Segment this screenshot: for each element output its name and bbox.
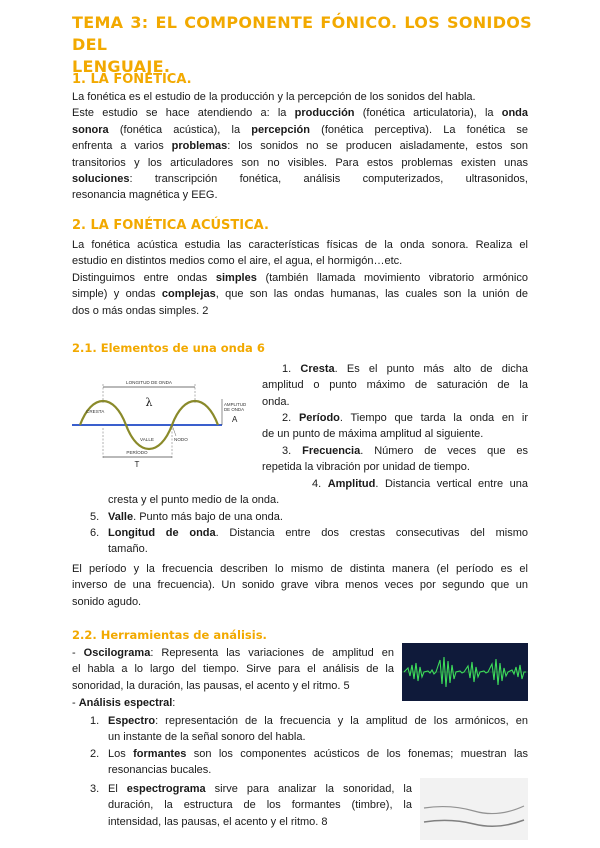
section-2-1-paragraph: El período y la frecuencia describen lo mismo de distinta manera (el período es el inverso de una frecuencia). Un sonido grave vibra menos veces por segundo que un sonido agudo. bbox=[72, 563, 528, 608]
section-1-paragraph bbox=[72, 89, 528, 204]
list-item-valle: 5. Valle. Punto más bajo de una onda. bbox=[90, 511, 283, 523]
label-amplitud-1: AMPLITUD bbox=[224, 402, 247, 407]
text-line: estudio en distintos medios como el aire, el agua, el hormigón…etc. bbox=[72, 255, 403, 268]
label-valle: VALLE bbox=[140, 437, 154, 442]
text-line: La fonética acústica estudia las características físicas de la onda sonora. Realiza el bbox=[72, 239, 528, 251]
list-item-formantes: 2. Los formantes son los componentes acústicos de los fonemas; muestran las resonancias bucales. bbox=[90, 748, 529, 777]
label-lambda: λ bbox=[145, 396, 153, 409]
list-item-periodo: 2. Período. Tiempo que tarda la onda en ir de un punto de máxima amplitud al siguiente. bbox=[262, 412, 528, 441]
label-amplitud-a: A bbox=[232, 415, 238, 424]
section-2-2-heading: 2.2. Herramientas de análisis. bbox=[72, 628, 267, 642]
text-line: enfrenta a varios problemas: los sonidos no se producen aisladamente, estos son bbox=[72, 140, 528, 153]
wave-diagram bbox=[72, 373, 252, 471]
list-item-frecuencia: 3. Frecuencia. Número de veces que es repetida la vibración por unidad de tiempo. bbox=[262, 445, 528, 474]
text-line: sonora (fonética acústica), la percepción (fonética perceptiva). La fonética se bbox=[72, 123, 528, 136]
text-line: dos o más ondas simples. 2 bbox=[72, 304, 209, 317]
title-line-2: LENGUAJE. bbox=[72, 57, 171, 76]
label-nodo: NODO bbox=[174, 437, 188, 442]
section-2-heading: 2. LA FONÉTICA ACÚSTICA. bbox=[72, 218, 269, 233]
label-amplitud-2: DE ONDA bbox=[224, 407, 245, 412]
list-item-longitud: 6. Longitud de onda. Distancia entre dos crestas consecutivas del mismo tamaño. bbox=[90, 527, 528, 556]
label-cresta: CRESTA bbox=[86, 409, 105, 414]
list-item-amplitud: 4. Amplitud. Distancia vertical entre una bbox=[312, 478, 528, 490]
section-2-1-heading: 2.1. Elementos de una onda 6 bbox=[72, 341, 265, 355]
analisis-heading: - Análisis espectral: bbox=[72, 697, 176, 709]
list-item-amplitud-cont: cresta y el punto medio de la onda. bbox=[108, 494, 280, 506]
list-item-cresta: 1. Cresta. Es el punto más alto de dicha amplitud o punto máximo de saturación de la onda. bbox=[262, 363, 528, 408]
text-line: Distinguimos entre ondas simples (también llamada movimiento vibratorio armónico bbox=[72, 271, 528, 284]
text-line: resonancia magnética y EEG. bbox=[72, 189, 218, 202]
oscilograma-paragraph: - Oscilograma: Representa las variaciones de amplitud en el habla a lo largo del tiempo. Sirve para el análisis de la sonoridad, la duración, las pausas, el acento y el ritmo. 5 bbox=[72, 647, 394, 692]
section-2-paragraph bbox=[72, 237, 528, 319]
oscillogram-image bbox=[402, 643, 528, 701]
label-periodo: PERÍODO bbox=[126, 450, 148, 455]
title-line-1: TEMA 3: EL COMPONENTE FÓNICO. LOS SONIDOS DEL bbox=[72, 13, 532, 54]
label-longitud: LONGITUD DE ONDA bbox=[126, 380, 172, 385]
spectrogram-image bbox=[420, 778, 528, 840]
list-item-espectro: 1. Espectro: representación de la frecuencia y la amplitud de los armónicos, en un instante de la señal sonoro del habla. bbox=[90, 715, 528, 744]
text-line: transitorios y los articuladores son no visibles. Para estos problemas existen unas bbox=[72, 156, 528, 169]
page-title bbox=[72, 12, 532, 78]
section-1-heading: 1. LA FONÉTICA. bbox=[72, 72, 192, 87]
text-line: Este estudio se hace atendiendo a: la producción (fonética articulatoria), la onda bbox=[72, 107, 528, 120]
text-line: simple) y ondas complejas, que son las ondas humanas, las cuales son la unión de bbox=[72, 288, 528, 301]
list-item-espectrograma: 3. El espectrograma sirve para analizar la sonoridad, la duración, la estructura de los formantes (timbre), la intensidad, las pausas, el acento y el ritmo. 8 bbox=[90, 783, 412, 828]
label-periodo-t: T bbox=[134, 460, 140, 469]
text-line: La fonética es el estudio de la producción y la percepción de los sonidos del habla. bbox=[72, 91, 476, 103]
text-line: soluciones: transcripción fonética, análisis computerizados, ultrasonidos, bbox=[72, 173, 528, 186]
